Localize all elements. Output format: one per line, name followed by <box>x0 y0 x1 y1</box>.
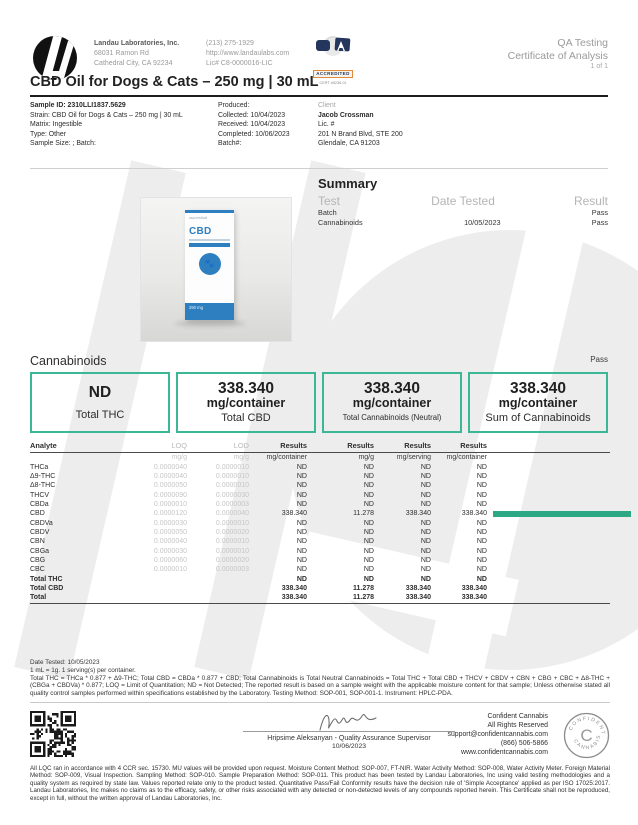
summary-col-test: Test <box>318 194 341 208</box>
result-label: Total Cannabinoids (Neutral) <box>342 413 442 422</box>
lab-address2: Cathedral City, CA 92234 <box>94 60 173 67</box>
col-loq: LOQ <box>171 441 187 450</box>
client-name: Jacob Crossman <box>318 111 374 119</box>
result-box <box>176 372 316 433</box>
accredited-label: ACCREDITED <box>313 70 353 78</box>
table-row: CBD 0.0000120 0.0000040 338.340 11.278 338.340 338.340 <box>30 509 610 518</box>
product-photo <box>140 197 292 342</box>
summary-col-date: Date Tested <box>431 194 495 208</box>
table-row: Δ9-THC 0.0000040 0.0000010 ND ND ND ND <box>30 472 487 480</box>
signature-date: 10/06/2023 <box>331 742 367 750</box>
a2la-logo-icon <box>313 35 353 57</box>
col-lod: LOD <box>233 441 249 450</box>
accreditation-cert: CERT #5236.01 <box>319 81 347 85</box>
result-unit: mg/container <box>352 396 432 410</box>
sample-type: Type: Other <box>30 130 67 138</box>
table-row: Δ8-THC 0.0000050 0.0000010 ND ND ND ND <box>30 482 487 490</box>
table-row: CBDa 0.0000010 0.0000003 ND ND ND ND <box>30 500 487 508</box>
pet-logo-icon: 🐾 <box>199 253 221 275</box>
summary-rows <box>318 208 608 227</box>
result-value: ND <box>88 383 112 401</box>
table-header-row <box>30 440 610 453</box>
cannabinoids-table <box>30 440 610 604</box>
sample-strain: Strain: CBD Oil for Dogs & Cats – 250 mg | 30 mL <box>30 111 183 119</box>
disclaimer: All LQC ran in accordance with 4 CCR sec. 15730. MU values will be provided upon request. Moisture Content Method: SOP-007, FT-NIR. Water Activity Method: SOP-008, Water Activity Meter. Foreign Material Method: SOP-009, Visual Inspection. Sampling Method: SOP-010. Sample Preparation Method: SOP-011. This product has been tested by Landau Laboratories, Inc using valid testing methodologies and a quality system as required by state law. Values reported relate only to the product tested. Quantitative Pass/Fail Conformity results have the decision rule of 'Simple Acceptance' applied as per ISO 17025:2017. Landau Laboratories, Inc makes no claims as to the efficacy, safety, or other risks associated with any detected or non-detected levels of any compounds reported herein. This Certificate shall not be reproduced, except in full, without the written approval of Landau Laboratories, Inc. <box>30 765 610 802</box>
sample-id: Sample ID: 2310LLI1837.5629 <box>30 102 126 109</box>
table-row: CBN 0.0000040 0.0000010 ND ND ND ND <box>30 538 487 546</box>
batch-number: Batch#: <box>218 140 242 148</box>
table-row: Total CBD 338.340 11.278 338.340 338.340 <box>30 584 487 592</box>
table-row: THCa 0.0000040 0.0000010 ND ND ND ND <box>30 463 487 471</box>
qr-code <box>30 711 76 757</box>
result-boxes <box>30 372 608 433</box>
table-row: CBDV 0.0000050 0.0000020 ND ND ND ND <box>30 528 487 536</box>
col-results-3: Results <box>404 441 431 450</box>
summary-row: Cannabinoids 10/05/2023 Pass <box>318 217 608 227</box>
summary-section <box>318 176 608 227</box>
summary-row: Batch Pass <box>318 208 608 217</box>
cbd-result-bar <box>493 511 631 518</box>
table-row: CBDVa 0.0000030 0.0000010 ND ND ND ND <box>30 519 487 527</box>
table-row: THCV 0.0000090 0.0000030 ND ND ND ND <box>30 491 487 499</box>
signer-name-title: Hripsime Aleksanyan - Quality Assurance Supervisor <box>267 734 431 742</box>
confident-cannabis-seal-icon <box>563 712 610 759</box>
sample-size-batch: Sample Size: ; Batch: <box>30 140 96 148</box>
product-box <box>185 210 234 320</box>
result-unit: mg/container <box>498 396 578 410</box>
svg-text:CANNABIS: CANNABIS <box>572 733 603 752</box>
cannabinoids-title: Cannabinoids <box>30 354 107 368</box>
col-analyte: Analyte <box>30 441 57 450</box>
svg-text:CONFIDENT: CONFIDENT <box>568 715 607 736</box>
confident-cannabis-info: Confident Cannabis All Rights Reserved support@confidentcannabis.com (866) 506-5866 www.confidentcannabis.com <box>447 713 548 756</box>
product-brand: usa medical <box>189 216 208 220</box>
client-address1: 201 N Brand Blvd, STE 200 <box>318 130 403 138</box>
date-received: Received: 10/04/2023 <box>218 121 286 129</box>
client-license: Lic. # <box>318 121 335 129</box>
product-name: CBD <box>189 226 212 237</box>
client-label: Client <box>318 102 336 109</box>
page-indicator: 1 of 1 <box>590 63 608 70</box>
lab-address1: 68031 Ramon Rd <box>94 50 149 57</box>
cannabinoids-status: Pass <box>590 355 608 364</box>
summary-col-result: Result <box>573 194 608 208</box>
col-results-2: Results <box>347 441 374 450</box>
lab-phone: (213) 275-1929 <box>206 40 254 47</box>
lab-license: Lic# C8-0000016-LIC <box>206 60 273 67</box>
result-box <box>468 372 608 433</box>
table-row: CBC 0.0000010 0.0000003 ND ND ND ND <box>30 566 487 574</box>
note-date-tested: Date Tested: 10/05/2023 <box>30 659 100 666</box>
col-results-1: Results <box>280 441 307 450</box>
result-unit: mg/container <box>206 396 286 410</box>
result-value: 338.340 <box>509 380 567 397</box>
result-label: Total CBD <box>221 412 271 424</box>
table-row: Total THC ND ND ND ND <box>30 575 487 583</box>
divider <box>30 168 608 169</box>
result-label: Sum of Cannabinoids <box>485 412 591 424</box>
page-title: CBD Oil for Dogs & Cats – 250 mg | 30 mL <box>30 74 608 97</box>
divider <box>30 702 610 703</box>
doc-type-coa: Certificate of Analysis <box>507 49 608 62</box>
note-paragraph: Total THC = THCa * 0.877 + Δ9-THC; Total CBD = CBDa * 0.877 + CBD; Total Cannabinoids is Total Neutral Cannabinoids = Total THC + Total CBD + THCV + CBDV + CBN + CBG + CBC + Δ8-THC + (CBGa + CBDVa) * 0.877; LOQ = Limit of Quantitation; ND = Not Detected; The reported result is based on a sample weight with the applicable moisture content for that sample; Unless otherwise stated all quality control samples performed within specifications established by the Laboratory. Testing Method: SOP-001, SOP-001-1. Instrument: HPLC-PDA. <box>30 674 610 698</box>
table-units-row: mg/g mg/g mg/container mg/g mg/serving mg/container <box>171 454 487 461</box>
lab-website: http://www.landaulabs.com <box>206 50 290 57</box>
notes-section <box>30 659 610 698</box>
product-dose: 250 mg <box>185 303 234 320</box>
table-row: CBGa 0.0000030 0.0000010 ND ND ND ND <box>30 547 487 555</box>
client-address2: Glendale, CA 91203 <box>318 140 380 148</box>
doc-type-qa: QA Testing <box>557 37 608 49</box>
result-value: 338.340 <box>217 380 275 397</box>
result-label: Total THC <box>75 408 125 421</box>
result-box <box>30 372 170 433</box>
col-results-4: Results <box>460 441 487 450</box>
sample-matrix: Matrix: Ingestible <box>30 121 83 129</box>
table-row: CBG 0.0000060 0.0000020 ND ND ND ND <box>30 556 487 564</box>
date-produced: Produced: <box>218 102 250 109</box>
table-row: Total 338.340 11.278 338.340 338.340 <box>30 594 487 602</box>
date-completed: Completed: 10/06/2023 <box>218 130 290 138</box>
svg-text:C: C <box>580 726 593 745</box>
date-collected: Collected: 10/04/2023 <box>218 111 286 119</box>
lab-name: Landau Laboratories, Inc. <box>94 40 180 47</box>
signature-block <box>30 710 610 762</box>
result-value: 338.340 <box>363 380 421 397</box>
summary-title: Summary <box>318 176 378 191</box>
note-serving: 1 mL = 1g. 1 serving(s) per container. <box>30 666 136 674</box>
result-box <box>322 372 462 433</box>
